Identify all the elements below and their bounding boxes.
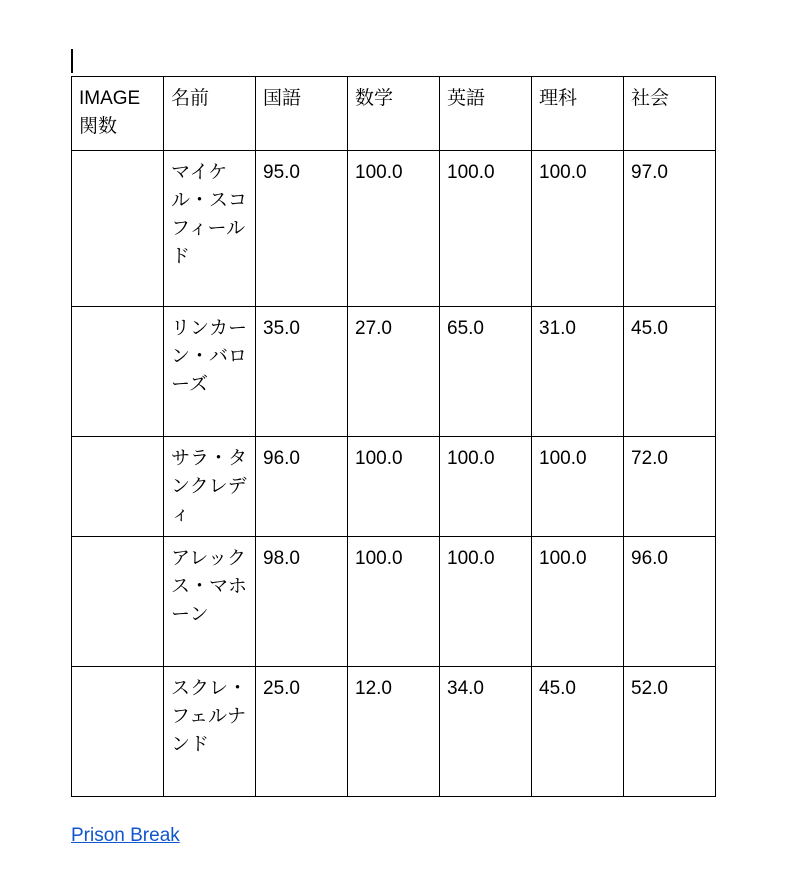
header-cell-sugaku[interactable]: 数学 bbox=[348, 77, 440, 151]
name-cell[interactable]: マイケル・スコフィールド bbox=[164, 151, 256, 307]
sugaku-cell[interactable]: 100.0 bbox=[348, 151, 440, 307]
shakai-cell[interactable]: 72.0 bbox=[624, 437, 716, 537]
eigo-cell[interactable]: 100.0 bbox=[440, 151, 532, 307]
kokugo-cell[interactable]: 95.0 bbox=[256, 151, 348, 307]
header-cell-image[interactable]: IMAGE関数 bbox=[72, 77, 164, 151]
name-cell[interactable]: アレックス・マホーン bbox=[164, 537, 256, 667]
rika-cell[interactable]: 100.0 bbox=[532, 537, 624, 667]
rika-cell[interactable]: 31.0 bbox=[532, 307, 624, 437]
kokugo-cell[interactable]: 96.0 bbox=[256, 437, 348, 537]
image-cell[interactable] bbox=[72, 151, 164, 307]
shakai-cell[interactable]: 45.0 bbox=[624, 307, 716, 437]
image-cell[interactable] bbox=[72, 667, 164, 797]
kokugo-cell[interactable]: 35.0 bbox=[256, 307, 348, 437]
table-row bbox=[72, 437, 716, 537]
table-row bbox=[72, 667, 716, 797]
eigo-cell[interactable]: 100.0 bbox=[440, 537, 532, 667]
rika-cell[interactable]: 100.0 bbox=[532, 437, 624, 537]
eigo-cell[interactable]: 65.0 bbox=[440, 307, 532, 437]
shakai-cell[interactable]: 97.0 bbox=[624, 151, 716, 307]
header-cell-rika[interactable]: 理科 bbox=[532, 77, 624, 151]
rika-cell[interactable]: 45.0 bbox=[532, 667, 624, 797]
grades-table bbox=[71, 76, 716, 797]
table-row bbox=[72, 151, 716, 307]
image-cell[interactable] bbox=[72, 537, 164, 667]
header-cell-name[interactable]: 名前 bbox=[164, 77, 256, 151]
shakai-cell[interactable]: 96.0 bbox=[624, 537, 716, 667]
name-cell[interactable]: サラ・タンクレディ bbox=[164, 437, 256, 537]
table-header-row bbox=[72, 77, 716, 151]
kokugo-cell[interactable]: 98.0 bbox=[256, 537, 348, 667]
header-cell-shakai[interactable]: 社会 bbox=[624, 77, 716, 151]
sugaku-cell[interactable]: 12.0 bbox=[348, 667, 440, 797]
name-cell[interactable]: リンカーン・バローズ bbox=[164, 307, 256, 437]
image-cell[interactable] bbox=[72, 437, 164, 537]
eigo-cell[interactable]: 100.0 bbox=[440, 437, 532, 537]
text-cursor bbox=[71, 49, 73, 73]
sugaku-cell[interactable]: 100.0 bbox=[348, 537, 440, 667]
header-cell-eigo[interactable]: 英語 bbox=[440, 77, 532, 151]
header-cell-kokugo[interactable]: 国語 bbox=[256, 77, 348, 151]
kokugo-cell[interactable]: 25.0 bbox=[256, 667, 348, 797]
name-cell[interactable]: スクレ・フェルナンド bbox=[164, 667, 256, 797]
prison-break-link[interactable]: Prison Break bbox=[71, 825, 180, 846]
rika-cell[interactable]: 100.0 bbox=[532, 151, 624, 307]
sugaku-cell[interactable]: 27.0 bbox=[348, 307, 440, 437]
sugaku-cell[interactable]: 100.0 bbox=[348, 437, 440, 537]
eigo-cell[interactable]: 34.0 bbox=[440, 667, 532, 797]
shakai-cell[interactable]: 52.0 bbox=[624, 667, 716, 797]
table-row bbox=[72, 307, 716, 437]
image-cell[interactable] bbox=[72, 307, 164, 437]
table-row bbox=[72, 537, 716, 667]
